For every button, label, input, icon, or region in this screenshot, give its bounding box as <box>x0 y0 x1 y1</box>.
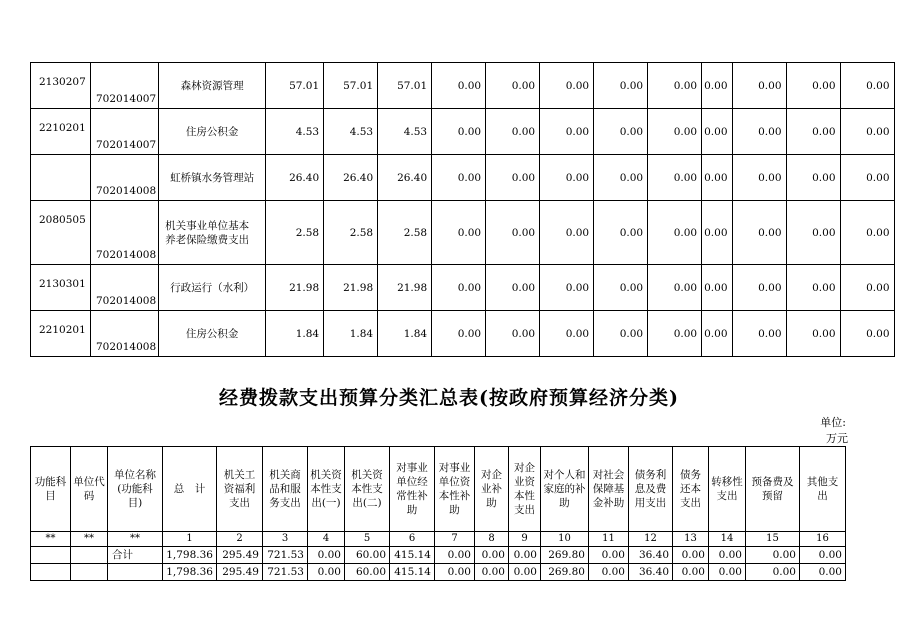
amount-cell: 0.00 <box>648 265 702 311</box>
amount-cell: 0.00 <box>486 63 540 109</box>
amount-cell: 0.00 <box>594 311 648 357</box>
amount-cell: 0.00 <box>648 63 702 109</box>
amount-cell: 0.00 <box>648 311 702 357</box>
amount-cell: 721.53 <box>263 547 308 564</box>
amount-cell: 295.49 <box>217 547 263 564</box>
unit-value: 万元 <box>826 432 848 445</box>
amount-cell: 0.00 <box>702 109 732 155</box>
amount-cell: 0.00 <box>702 63 732 109</box>
amount-cell: 0.00 <box>673 547 709 564</box>
item-name-cell: 住房公积金 <box>159 311 266 357</box>
column-index: 13 <box>673 532 709 547</box>
unit-code-cell: 702014007 <box>91 63 159 109</box>
unit-code-cell: 702014008 <box>91 265 159 311</box>
amount-cell: 0.00 <box>432 109 486 155</box>
summary-table <box>30 446 846 581</box>
amount-cell: 0.00 <box>746 547 800 564</box>
amount-cell: 0.00 <box>732 63 786 109</box>
amount-cell: 0.00 <box>540 201 594 265</box>
column-index: ** <box>108 532 163 547</box>
table-row <box>31 311 895 357</box>
amount-cell: 0.00 <box>589 547 629 564</box>
table-row <box>31 265 895 311</box>
amount-cell: 0.00 <box>486 265 540 311</box>
amount-cell: 36.40 <box>629 564 673 581</box>
row-label-cell: 合计 <box>108 547 163 564</box>
amount-cell: 0.00 <box>432 155 486 201</box>
amount-cell: 0.00 <box>840 311 894 357</box>
column-index: 12 <box>629 532 673 547</box>
column-index: 5 <box>345 532 390 547</box>
amount-cell: 0.00 <box>786 109 840 155</box>
amount-cell: 0.00 <box>308 564 345 581</box>
amount-cell: 21.98 <box>324 265 378 311</box>
function-code-cell <box>31 155 91 201</box>
amount-cell: 0.00 <box>589 564 629 581</box>
amount-cell: 0.00 <box>509 547 541 564</box>
amount-cell: 4.53 <box>378 109 432 155</box>
detail-table <box>30 62 895 357</box>
amount-cell: 0.00 <box>486 109 540 155</box>
amount-cell: 0.00 <box>540 63 594 109</box>
amount-cell: 0.00 <box>702 311 732 357</box>
column-header: 其他支出 <box>800 447 846 532</box>
function-code-cell <box>31 564 71 581</box>
item-name-cell: 机关事业单位基本养老保险缴费支出 <box>159 201 266 265</box>
amount-cell: 1,798.36 <box>163 564 217 581</box>
amount-cell: 0.00 <box>786 311 840 357</box>
amount-cell: 0.00 <box>786 63 840 109</box>
amount-cell: 0.00 <box>840 155 894 201</box>
column-header: 单位名称(功能科目) <box>108 447 163 532</box>
amount-cell: 0.00 <box>800 564 846 581</box>
amount-cell: 0.00 <box>432 201 486 265</box>
column-header: 机关资本性支出(一) <box>308 447 345 532</box>
function-code-cell: 2130207 <box>31 63 91 109</box>
amount-cell: 0.00 <box>746 564 800 581</box>
amount-cell: 0.00 <box>648 201 702 265</box>
amount-cell: 0.00 <box>475 564 509 581</box>
amount-cell: 0.00 <box>509 564 541 581</box>
amount-cell: 1.84 <box>324 311 378 357</box>
amount-cell: 0.00 <box>786 265 840 311</box>
table-row <box>31 564 846 581</box>
amount-cell: 0.00 <box>594 63 648 109</box>
amount-cell: 2.58 <box>324 201 378 265</box>
amount-cell: 57.01 <box>378 63 432 109</box>
amount-cell: 0.00 <box>432 265 486 311</box>
table-row <box>31 109 895 155</box>
unit-code-cell: 702014008 <box>91 155 159 201</box>
amount-cell: 0.00 <box>702 265 732 311</box>
amount-cell: 0.00 <box>648 155 702 201</box>
amount-cell: 2.58 <box>266 201 324 265</box>
amount-cell: 0.00 <box>732 265 786 311</box>
column-index: 11 <box>589 532 629 547</box>
column-header: 转移性支出 <box>709 447 746 532</box>
amount-cell: 0.00 <box>702 155 732 201</box>
amount-cell: 0.00 <box>540 311 594 357</box>
function-code-cell: 2080505 <box>31 201 91 265</box>
amount-cell: 0.00 <box>594 109 648 155</box>
column-index: 15 <box>746 532 800 547</box>
amount-cell: 0.00 <box>486 311 540 357</box>
amount-cell: 0.00 <box>432 311 486 357</box>
amount-cell: 0.00 <box>702 201 732 265</box>
amount-cell: 0.00 <box>840 201 894 265</box>
column-index: 10 <box>541 532 589 547</box>
column-index: 6 <box>390 532 435 547</box>
amount-cell: 0.00 <box>840 63 894 109</box>
amount-cell: 0.00 <box>435 564 475 581</box>
amount-cell: 1,798.36 <box>163 547 217 564</box>
item-name-cell: 行政运行（水利） <box>159 265 266 311</box>
amount-cell: 60.00 <box>345 547 390 564</box>
amount-cell: 26.40 <box>378 155 432 201</box>
table-title: 经费拨款支出预算分类汇总表(按政府预算经济分类) <box>219 387 679 409</box>
function-code-cell: 2130301 <box>31 265 91 311</box>
amount-cell: 0.00 <box>786 155 840 201</box>
index-row <box>31 532 846 547</box>
unit-code-cell: 702014007 <box>91 109 159 155</box>
amount-cell: 1.84 <box>266 311 324 357</box>
column-header: 机关工资福利支出 <box>217 447 263 532</box>
amount-cell: 0.00 <box>475 547 509 564</box>
column-index: 3 <box>263 532 308 547</box>
column-header: 机关商品和服务支出 <box>263 447 308 532</box>
amount-cell: 4.53 <box>324 109 378 155</box>
amount-cell: 4.53 <box>266 109 324 155</box>
amount-cell: 0.00 <box>732 201 786 265</box>
column-index: ** <box>71 532 108 547</box>
column-header: 债务利息及费用支出 <box>629 447 673 532</box>
unit-code-cell <box>71 547 108 564</box>
amount-cell: 0.00 <box>709 564 746 581</box>
column-header: 预备费及预留 <box>746 447 800 532</box>
amount-cell: 0.00 <box>732 311 786 357</box>
column-header: 对企业补助 <box>475 447 509 532</box>
column-header: 对企业资本性支出 <box>509 447 541 532</box>
header-row <box>31 447 846 532</box>
item-name-cell: 住房公积金 <box>159 109 266 155</box>
function-code-cell <box>31 547 71 564</box>
amount-cell: 0.00 <box>648 109 702 155</box>
amount-cell: 0.00 <box>709 547 746 564</box>
item-name-cell: 森林资源管理 <box>159 63 266 109</box>
column-header: 债务还本支出 <box>673 447 709 532</box>
amount-cell: 21.98 <box>378 265 432 311</box>
amount-cell: 0.00 <box>732 109 786 155</box>
column-header: 对事业单位经常性补助 <box>390 447 435 532</box>
amount-cell: 269.80 <box>541 564 589 581</box>
table-row <box>31 201 895 265</box>
amount-cell: 0.00 <box>673 564 709 581</box>
column-header: 总 计 <box>163 447 217 532</box>
unit-code-cell <box>71 564 108 581</box>
column-index: 14 <box>709 532 746 547</box>
amount-cell: 0.00 <box>800 547 846 564</box>
amount-cell: 415.14 <box>390 547 435 564</box>
column-index: 1 <box>163 532 217 547</box>
table-row <box>31 547 846 564</box>
table-row <box>31 63 895 109</box>
amount-cell: 0.00 <box>594 201 648 265</box>
amount-cell: 26.40 <box>324 155 378 201</box>
amount-cell: 0.00 <box>840 109 894 155</box>
amount-cell: 0.00 <box>540 265 594 311</box>
amount-cell: 0.00 <box>840 265 894 311</box>
function-code-cell: 2210201 <box>31 109 91 155</box>
column-index: 8 <box>475 532 509 547</box>
amount-cell: 721.53 <box>263 564 308 581</box>
amount-cell: 57.01 <box>324 63 378 109</box>
unit-code-cell: 702014008 <box>91 311 159 357</box>
column-index: 9 <box>509 532 541 547</box>
amount-cell: 415.14 <box>390 564 435 581</box>
amount-cell: 0.00 <box>540 109 594 155</box>
column-header: 对社会保障基金补助 <box>589 447 629 532</box>
amount-cell: 0.00 <box>540 155 594 201</box>
amount-cell: 269.80 <box>541 547 589 564</box>
amount-cell: 1.84 <box>378 311 432 357</box>
column-index: 2 <box>217 532 263 547</box>
function-code-cell: 2210201 <box>31 311 91 357</box>
amount-cell: 0.00 <box>486 155 540 201</box>
amount-cell: 60.00 <box>345 564 390 581</box>
row-label-cell <box>108 564 163 581</box>
amount-cell: 0.00 <box>435 547 475 564</box>
column-header: 功能科目 <box>31 447 71 532</box>
column-header: 对事业单位资本性补助 <box>435 447 475 532</box>
amount-cell: 57.01 <box>266 63 324 109</box>
table-row <box>31 155 895 201</box>
amount-cell: 0.00 <box>308 547 345 564</box>
column-index: 16 <box>800 532 846 547</box>
item-name-cell: 虹桥镇水务管理站 <box>159 155 266 201</box>
amount-cell: 36.40 <box>629 547 673 564</box>
unit-label: 单位: <box>820 416 846 429</box>
column-index: 4 <box>308 532 345 547</box>
amount-cell: 21.98 <box>266 265 324 311</box>
amount-cell: 2.58 <box>378 201 432 265</box>
column-header: 对个人和家庭的补助 <box>541 447 589 532</box>
amount-cell: 0.00 <box>432 63 486 109</box>
column-header: 机关资本性支出(二) <box>345 447 390 532</box>
amount-cell: 295.49 <box>217 564 263 581</box>
unit-code-cell: 702014008 <box>91 201 159 265</box>
amount-cell: 0.00 <box>486 201 540 265</box>
column-index: 7 <box>435 532 475 547</box>
column-index: ** <box>31 532 71 547</box>
column-header: 单位代码 <box>71 447 108 532</box>
amount-cell: 26.40 <box>266 155 324 201</box>
amount-cell: 0.00 <box>594 265 648 311</box>
amount-cell: 0.00 <box>732 155 786 201</box>
amount-cell: 0.00 <box>786 201 840 265</box>
amount-cell: 0.00 <box>594 155 648 201</box>
